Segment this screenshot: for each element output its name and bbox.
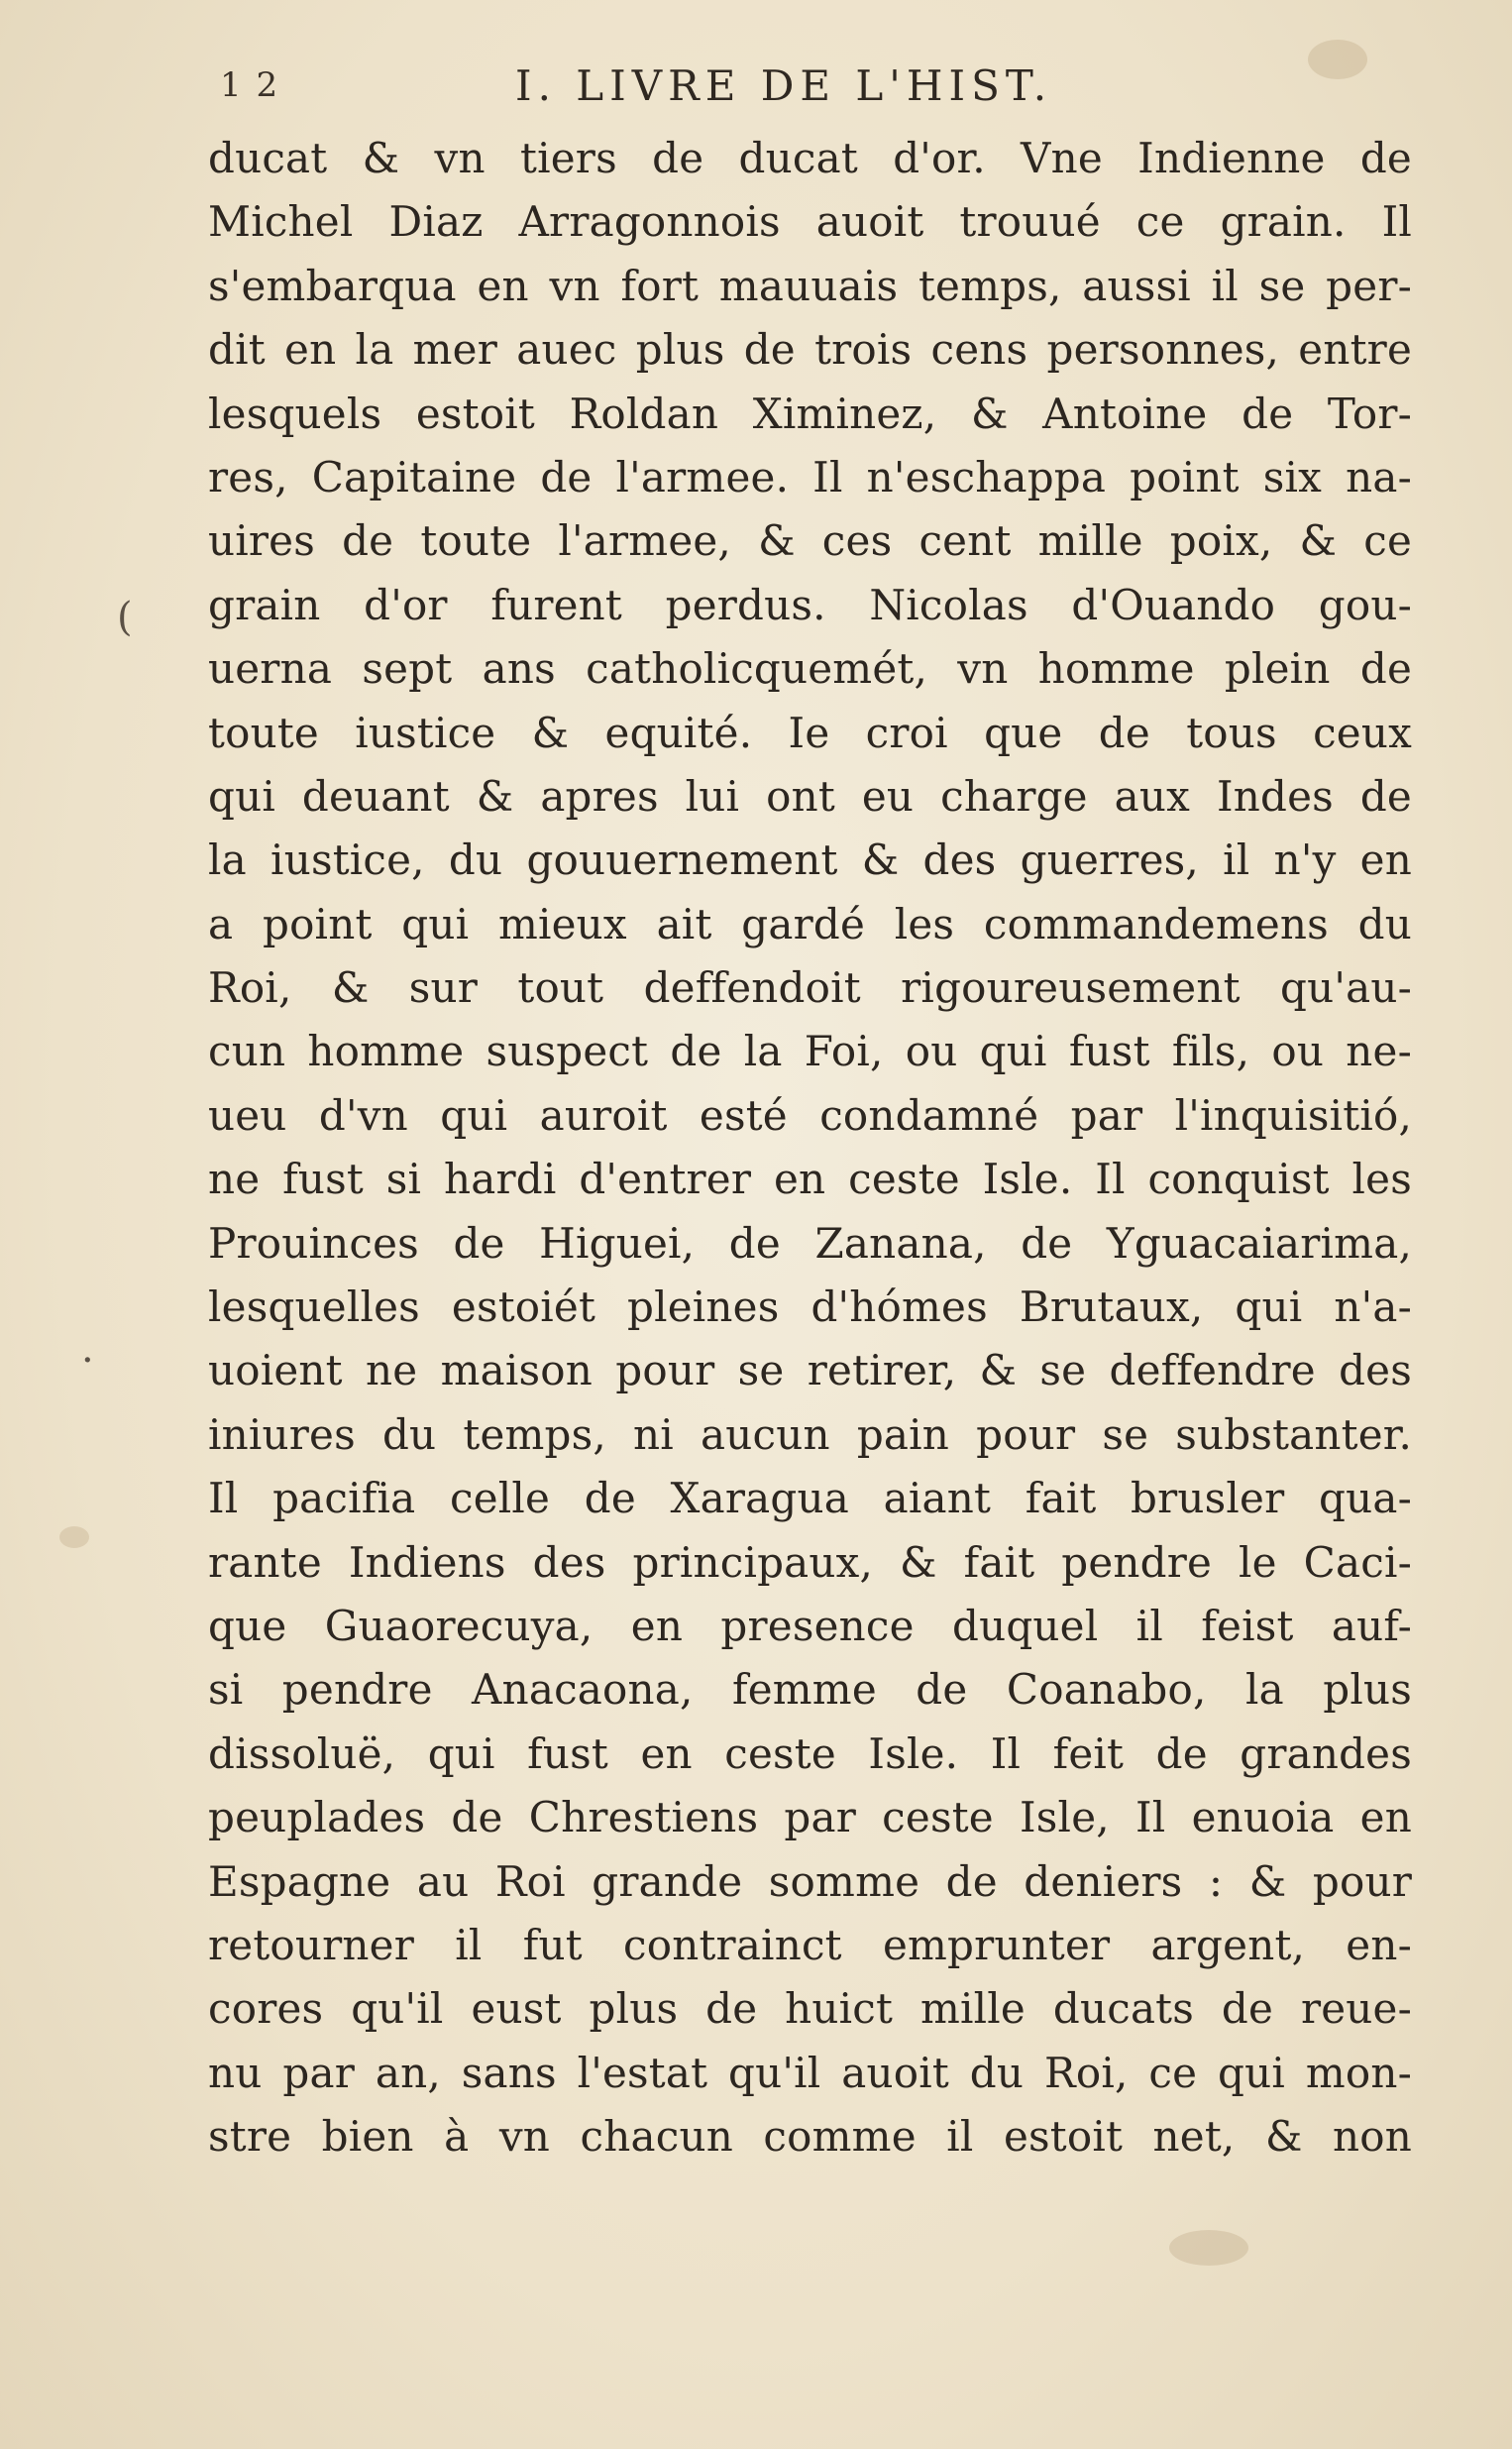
text-line: qui deuant & apres lui ont eu charge aux Indes de — [208, 771, 1412, 821]
page-header — [0, 52, 1512, 121]
text-line: peuplades de Chrestiens par ceste Isle, Il enuoia en — [208, 1793, 1412, 1842]
text-line: Roi, & sur tout deffendoit rigoureusement qu'au- — [208, 963, 1412, 1013]
text-line: si pendre Anacaona, femme de Coanabo, la plus — [208, 1665, 1412, 1715]
text-line: iniures du temps, ni aucun pain pour se substanter. — [208, 1409, 1412, 1459]
text-line: Michel Diaz Arragonnois auoit trouué ce grain. Il — [208, 197, 1412, 247]
running-head: I. LIVRE DE L'HIST. — [515, 61, 1053, 110]
text-line: lesquelles estoiét pleines d'hómes Brutaux, qui n'a- — [208, 1282, 1412, 1332]
text-line: cores qu'il eust plus de huict mille ducats de reue- — [208, 1984, 1412, 2034]
text-line: ueu d'vn qui auroit esté condamné par l'inquisitió, — [208, 1090, 1412, 1140]
text-line: grain d'or furent perdus. Nicolas d'Ouando gou- — [208, 580, 1412, 629]
text-line: lesquels estoit Roldan Ximinez, & Antoine de Tor- — [208, 389, 1412, 438]
text-line: la iustice, du gouuernement & des guerres, il n'y en — [208, 835, 1412, 885]
text-line: uires de toute l'armee, & ces cent mille poix, & ce — [208, 516, 1412, 566]
text-line: stre bien à vn chacun comme il estoit net, & non — [208, 2112, 1412, 2162]
text-line: Espagne au Roi grande somme de deniers : & pour — [208, 1856, 1412, 1906]
text-line: dissoluë, qui fust en ceste Isle. Il feit de grandes — [208, 1728, 1412, 1778]
text-line: uoient ne maison pour se retirer, & se deffendre des — [208, 1346, 1412, 1395]
text-line: nu par an, sans l'estat qu'il auoit du Roi, ce qui mon- — [208, 2048, 1412, 2097]
paper-stain — [59, 1526, 89, 1548]
folio-number: 1 2 — [220, 65, 280, 105]
text-line: res, Capitaine de l'armee. Il n'eschappa point six na- — [208, 452, 1412, 501]
body-text — [208, 127, 1412, 2170]
margin-mark: ( — [117, 595, 133, 640]
text-line: dit en la mer auec plus de trois cens personnes, entre — [208, 325, 1412, 375]
text-line: cun homme suspect de la Foi, ou qui fust fils, ou ne- — [208, 1027, 1412, 1076]
text-line: rante Indiens des principaux, & fait pendre le Caci- — [208, 1537, 1412, 1587]
text-line: a point qui mieux ait gardé les commandemens du — [208, 899, 1412, 948]
text-line: retourner il fut contrainct emprunter argent, en- — [208, 1920, 1412, 1969]
text-line: uerna sept ans catholicquemét, vn homme plein de — [208, 644, 1412, 694]
text-line: s'embarqua en vn fort mauuais temps, aussi il se per- — [208, 261, 1412, 310]
text-line: Prouinces de Higuei, de Zanana, de Yguacaiarima, — [208, 1218, 1412, 1268]
text-line: ne fust si hardi d'entrer en ceste Isle. Il conquist les — [208, 1155, 1412, 1204]
text-line: toute iustice & equité. Ie croi que de tous ceux — [208, 708, 1412, 757]
text-line: que Guaorecuya, en presence duquel il feist auf- — [208, 1601, 1412, 1650]
text-line: Il pacifia celle de Xaragua aiant fait brusler qua- — [208, 1474, 1412, 1523]
paper-stain — [1169, 2230, 1248, 2266]
text-line: ducat & vn tiers de ducat d'or. Vne Indienne de — [208, 134, 1412, 182]
margin-dot: · — [81, 1338, 94, 1384]
